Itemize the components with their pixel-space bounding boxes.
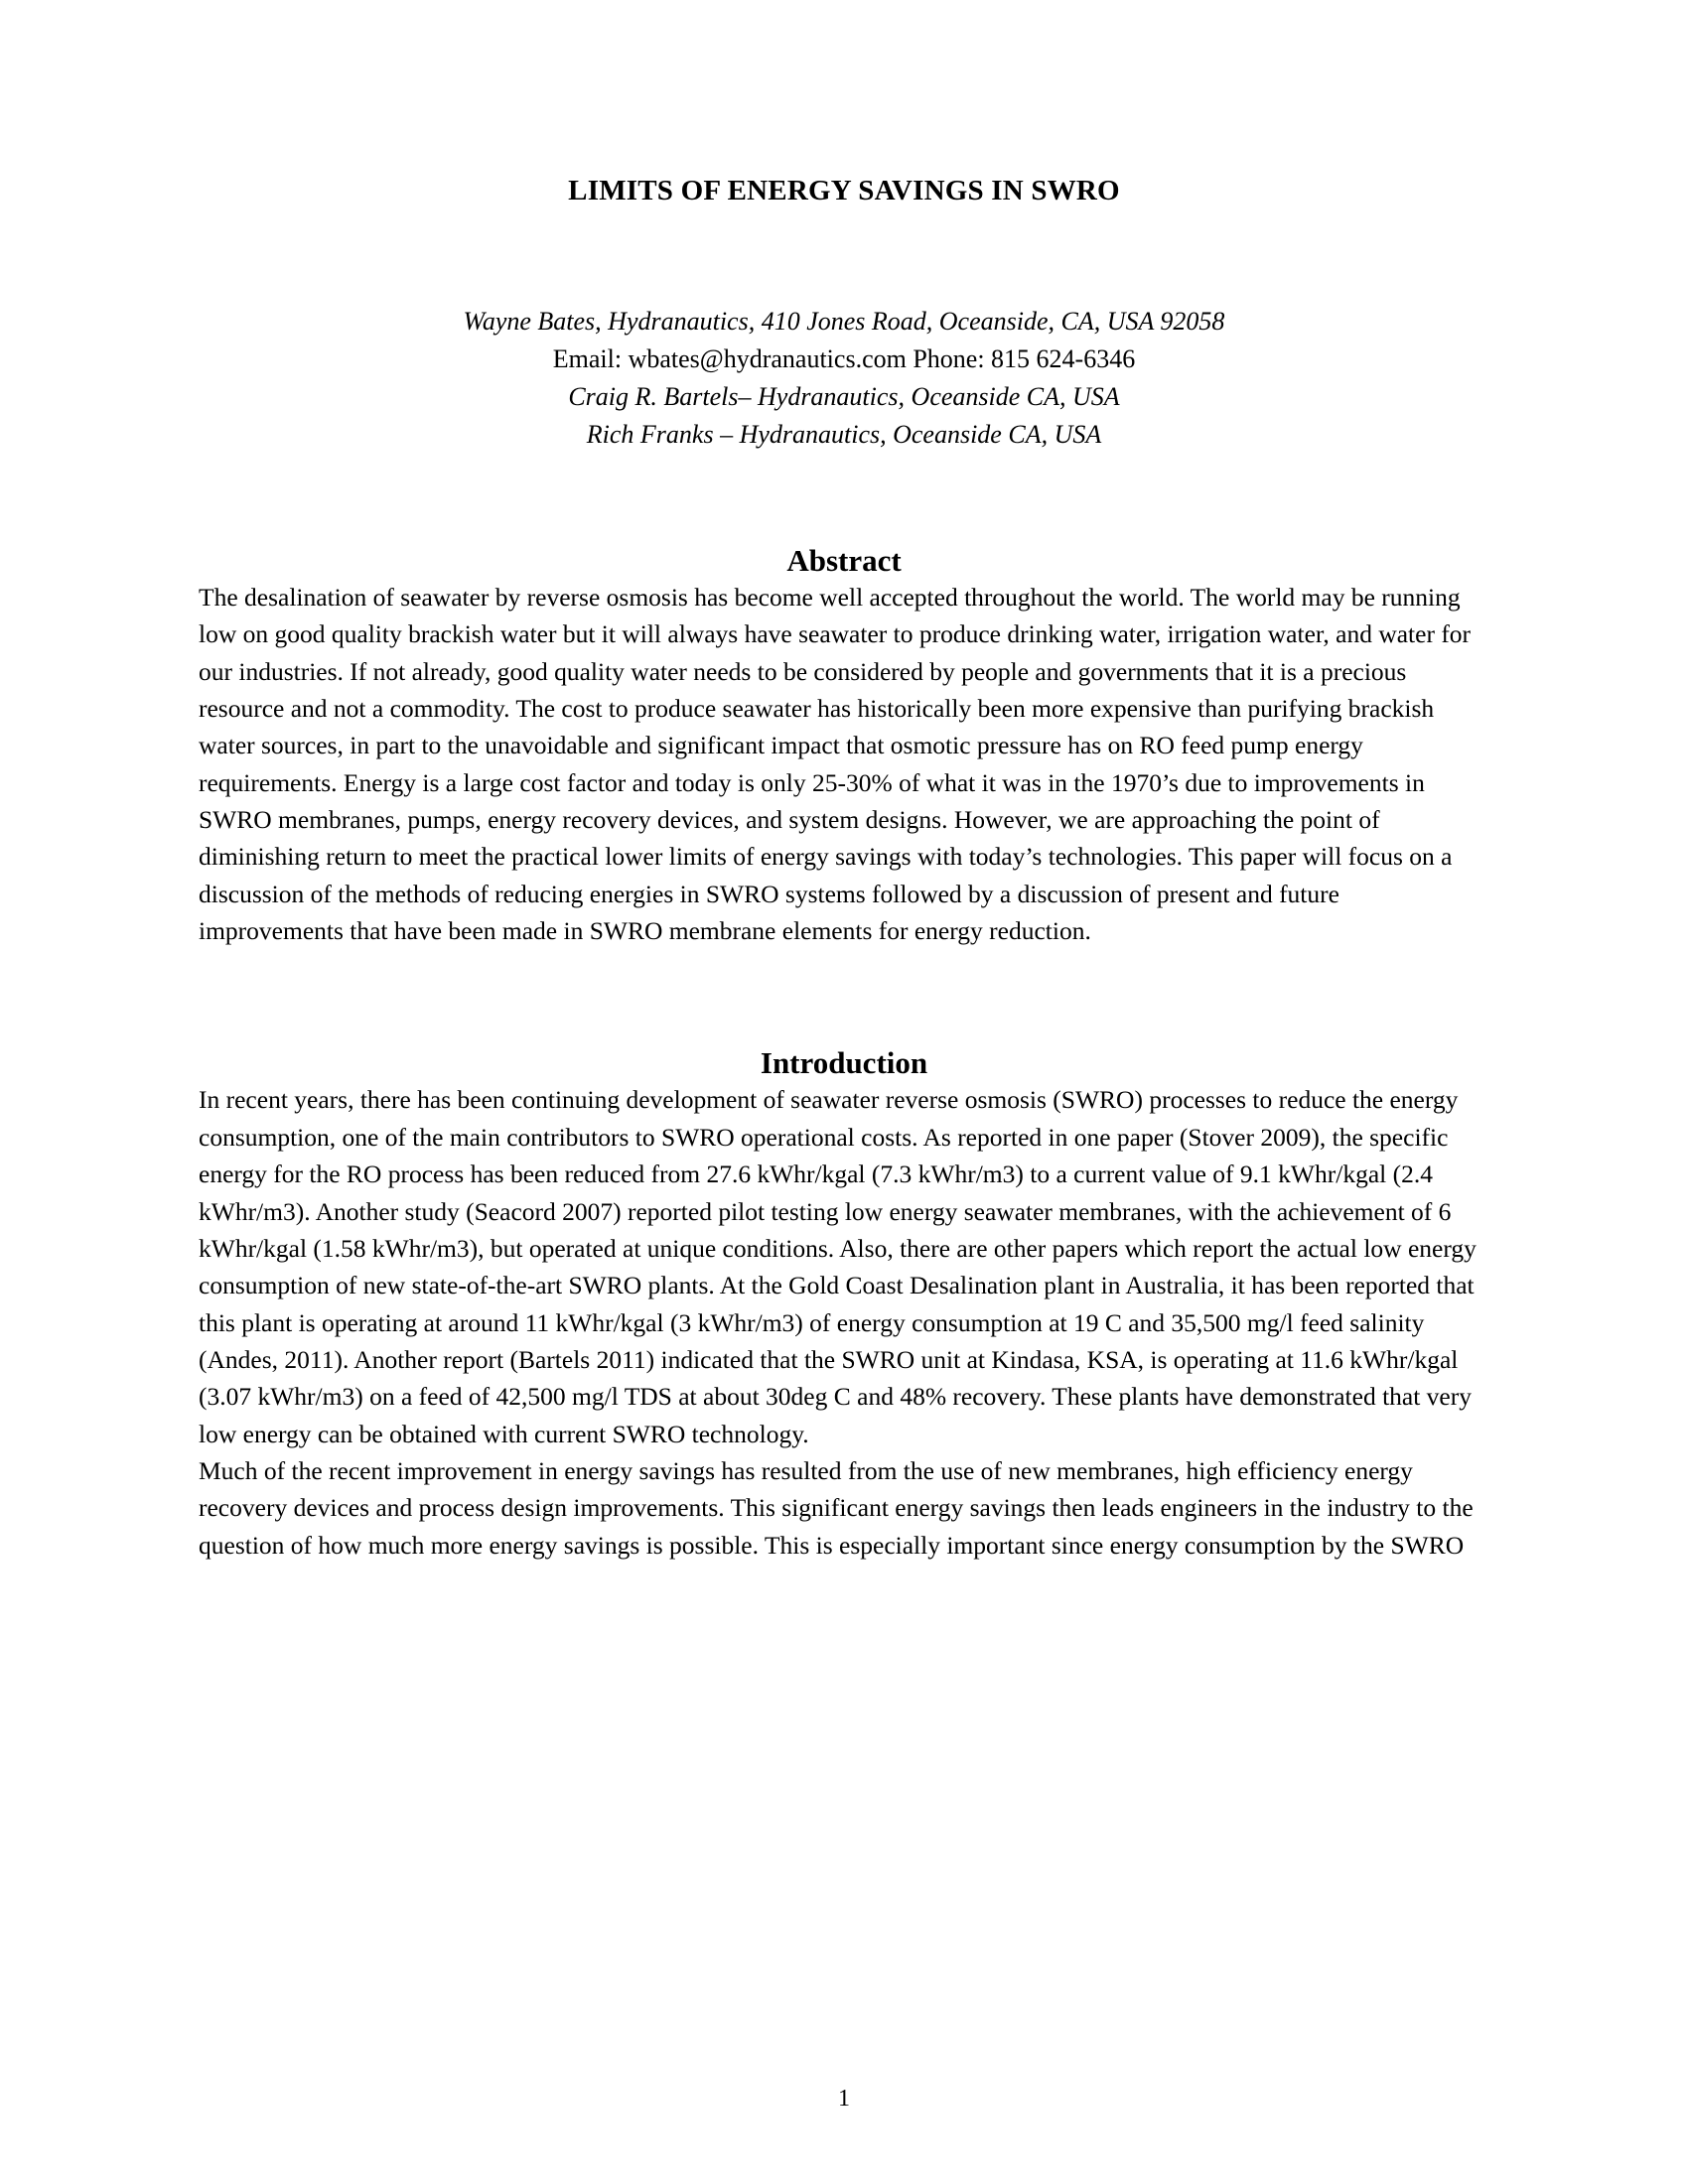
author-line-1: Wayne Bates, Hydranautics, 410 Jones Road, Oceanside, CA, USA 92058 [463, 306, 1225, 336]
author-line-3: Craig R. Bartels– Hydranautics, Oceanside CA, USA [568, 382, 1120, 412]
abstract-heading: Abstract [786, 542, 902, 578]
page-number: 1 [838, 2086, 850, 2112]
introduction-heading: Introduction [760, 1045, 928, 1081]
author-line-4: Rich Franks – Hydranautics, Oceanside CA, USA [586, 420, 1102, 450]
author-block [199, 303, 1489, 455]
page-title: LIMITS OF ENERGY SAVINGS IN SWRO [568, 175, 1120, 206]
introduction-paragraph-1: In recent years, there has been continuing development of seawater reverse osmosis (SWRO) processes to reduce the energy consumption, one of the main contributors to SWRO operational costs. As reported in one paper (Stover 2009), the specific energy for the RO process has been reduced from 27.6 kWhr/kgal (7.3 kWhr/m3) to a current value of 9.1 kWhr/kgal (2.4 kWhr/m3). Another study (Seacord 2007) reported pilot testing low energy seawater membranes, with the achievement of 6 kWhr/kgal (1.58 kWhr/m3), but operated at unique conditions. Also, there are other papers which report the actual low energy consumption of new state-of-the-art SWRO plants. At the Gold Coast Desalination plant in Australia, it has been reported that this plant is operating at around 11 kWhr/kgal (3 kWhr/m3) of energy consumption at 19 C and 35,500 mg/l feed salinity (Andes, 2011). Another report (Bartels 2011) indicated that the SWRO unit at Kindasa, KSA, is operating at 11.6 kWhr/kgal (3.07 kWhr/m3) on a feed of 42,500 mg/l TDS at about 30deg C and 48% recovery. These plants have demonstrated that very low energy can be obtained with current SWRO technology. [199, 1085, 1477, 1448]
author-contact-line: Email: wbates@hydranautics.com Phone: 815 624-6346 [552, 344, 1136, 374]
abstract-paragraph: The desalination of seawater by reverse osmosis has become well accepted throughout the world. The world may be running low on good quality brackish water but it will always have seawater to produce drinking water, irrigation water, and water for our industries. If not already, good quality water needs to be considered by people and governments that it is a precious resource and not a commodity. The cost to produce seawater has historically been more expensive than purifying brackish water sources, in part to the unavoidable and significant impact that osmotic pressure has on RO feed pump energy requirements. Energy is a large cost factor and today is only 25-30% of what it was in the 1970’s due to improvements in SWRO membranes, pumps, energy recovery devices, and system designs. However, we are approaching the point of diminishing return to meet the practical lower limits of energy savings with today’s technologies. This paper will focus on a discussion of the methods of reducing energies in SWRO systems followed by a discussion of present and future improvements that have been made in SWRO membrane elements for energy reduction. [199, 582, 1472, 945]
introduction-paragraph-2: Much of the recent improvement in energy savings has resulted from the use of new membranes, high efficiency energy recovery devices and process design improvements. This significant energy savings then leads engineers in the industry to the question of how much more energy savings is possible. This is especially important since energy consumption by the SWRO [199, 1455, 1474, 1560]
